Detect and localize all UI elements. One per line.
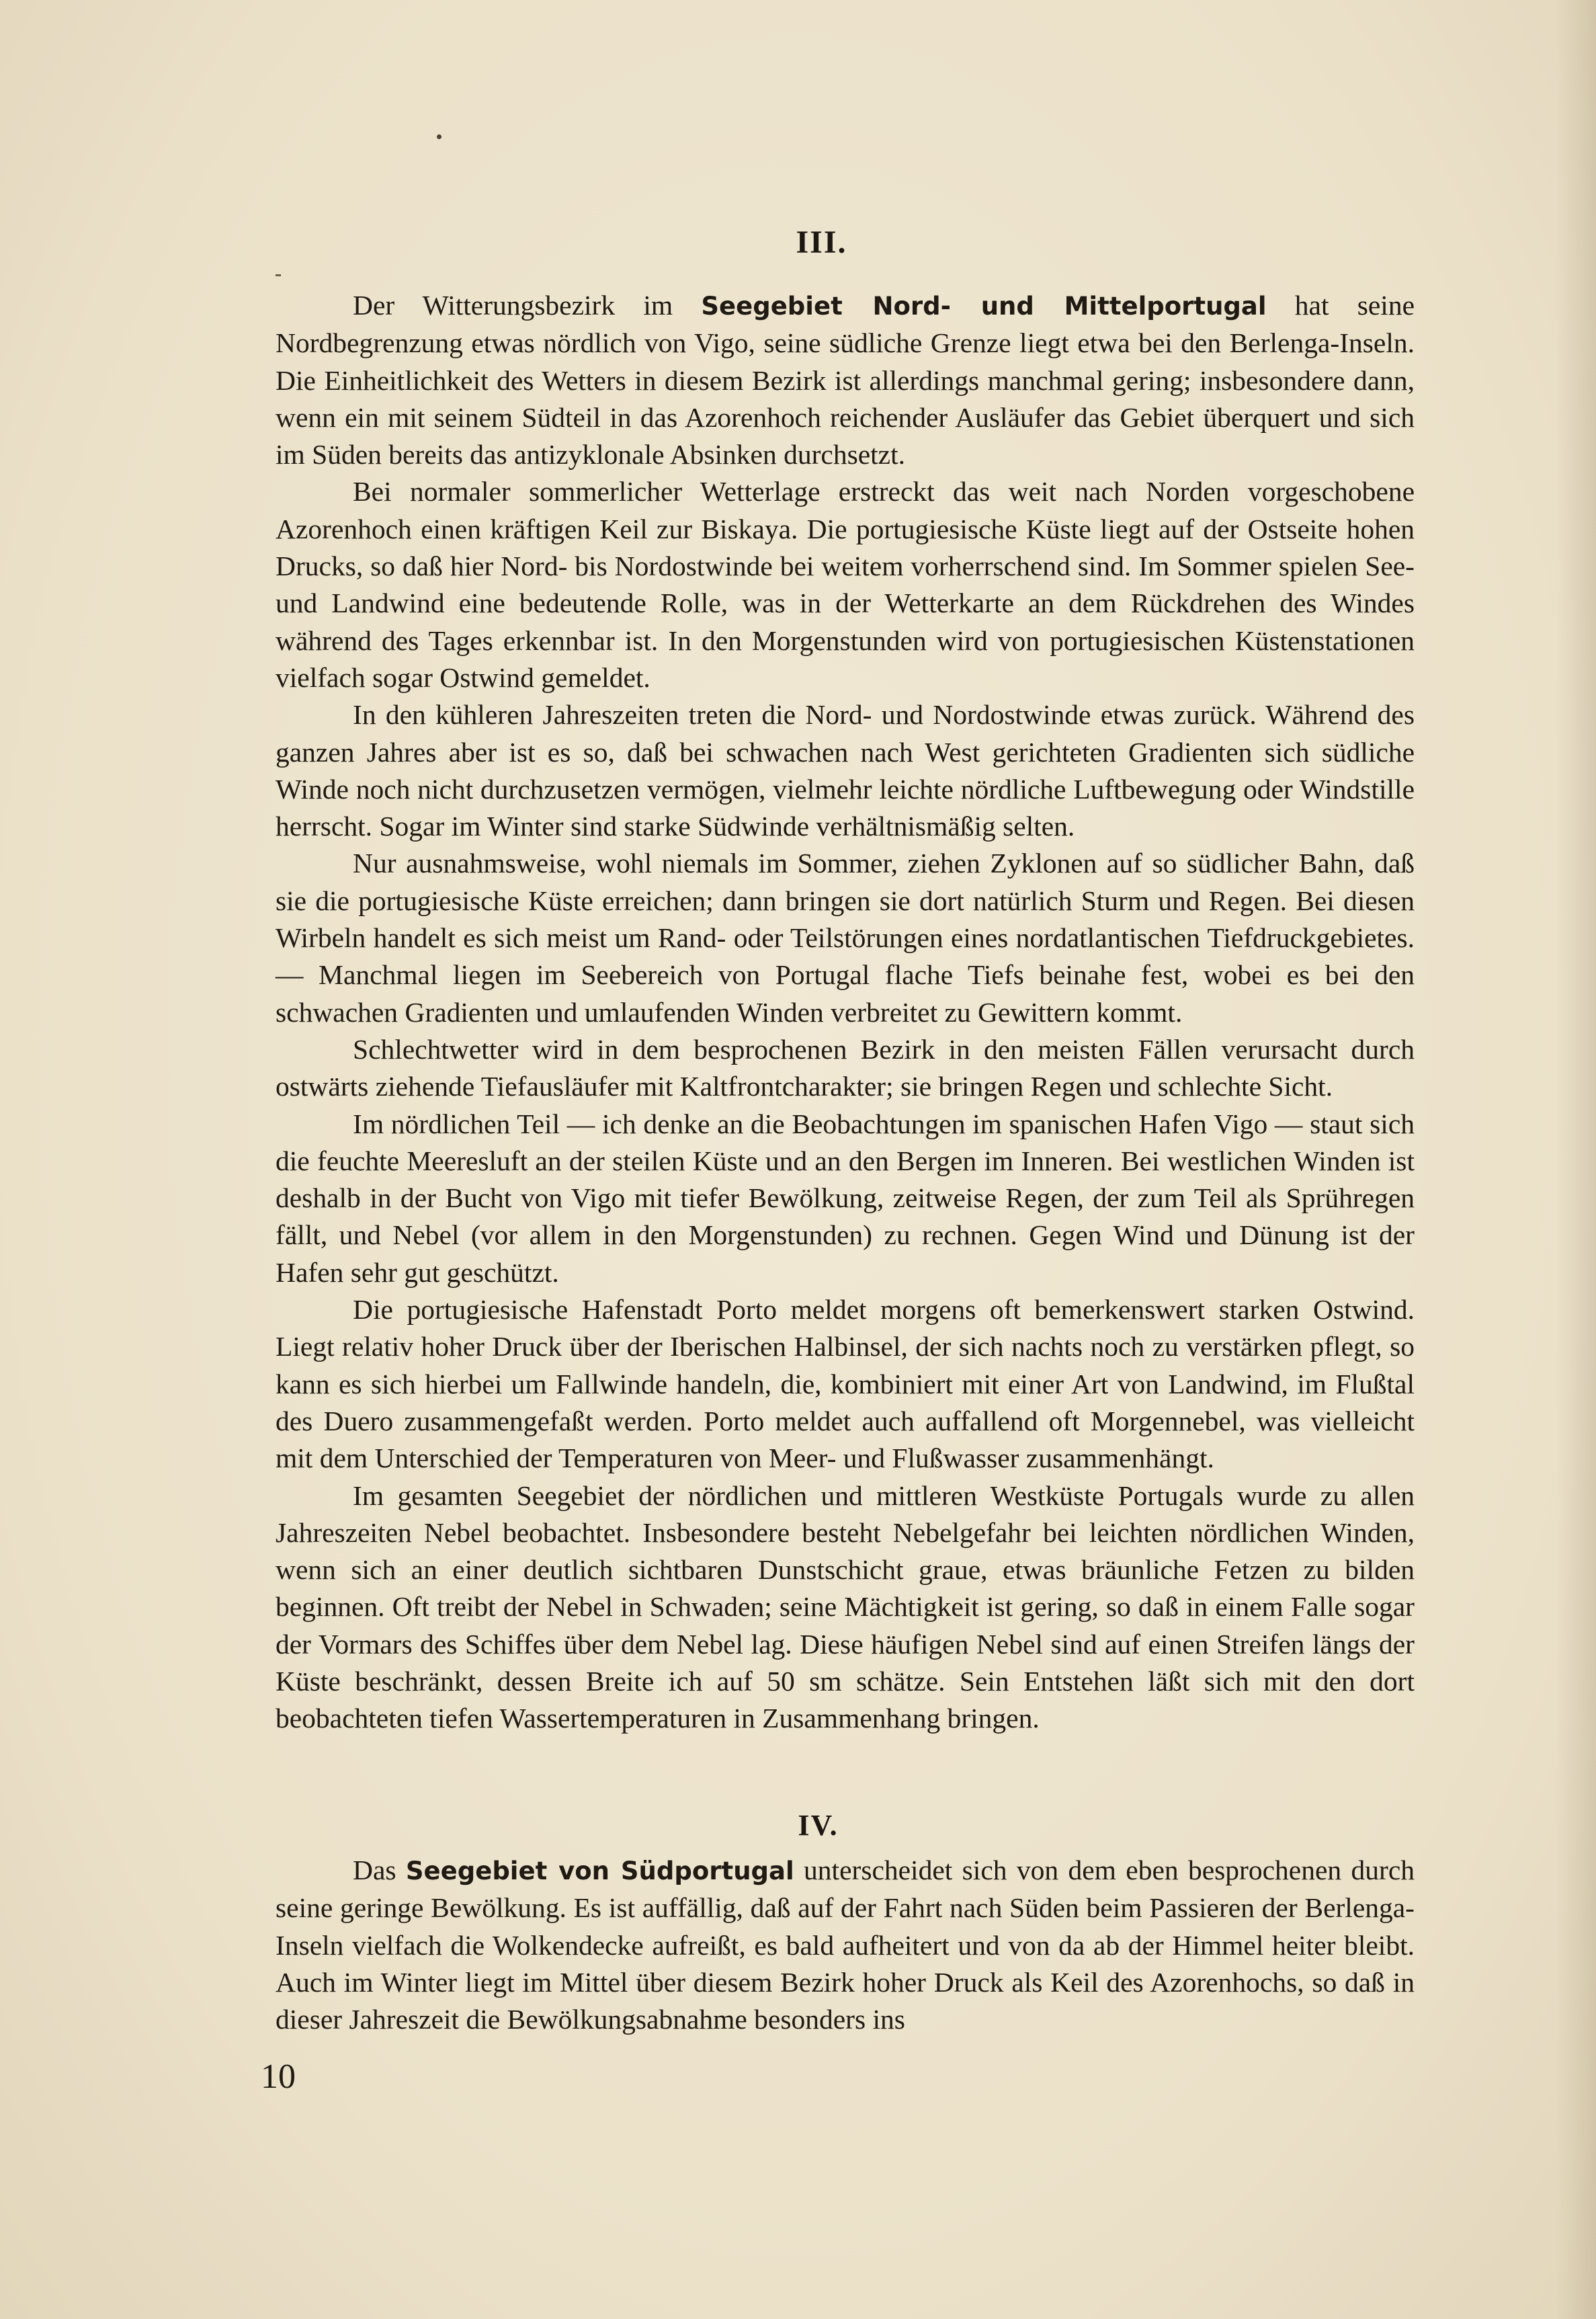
section-iv-body bbox=[276, 1852, 1415, 2038]
margin-mark bbox=[276, 274, 281, 276]
paragraph bbox=[276, 287, 1415, 473]
paragraph: Im nördlichen Teil — ich denke an die Beobachtungen im spanischen Hafen Vigo — staut sich die feuchte Meeresluft an der steilen Küste und an den Bergen im Inneren. Bei westlichen Winden ist deshalb in der Bucht von Vigo mit tiefer Bewölkung, zeitweise Regen, der zum Teil als Sprühregen fällt, und Nebel (vor allem in den Morgenstunden) zu rechnen. Gegen Wind und Dünung ist der Hafen sehr gut geschützt. bbox=[276, 1108, 1415, 1288]
paragraph-text: unterscheidet sich von dem eben besprochenen durch seine geringe Bewölkung. Es ist auffällig, daß auf der Fahrt nach Süden beim Passieren der Berlenga-Inseln vielfach die Wolkendecke aufreißt, es bald aufheitert und von da ab der Himmel heiter bleibt. Auch im Winter liegt im Mittel über diesem Bezirk hoher Druck als Keil des Azorenhochs, so daß in dieser Jahreszeit die Bewölkungsabnahme besonders ins bbox=[276, 1855, 1415, 2035]
paragraph: In den kühleren Jahreszeiten treten die Nord- und Nordostwinde etwas zurück. Während des ganzen Jahres aber ist es so, daß bei schwachen nach West gerichteten Gradienten sich südliche Winde noch nicht durchzusetzen vermögen, vielmehr leichte nördliche Luftbewegung oder Windstille herrscht. Sogar im Winter sind starke Südwinde verhältnismäßig selten. bbox=[276, 699, 1415, 842]
paragraph-text: hat seine Nordbegrenzung etwas nördlich von Vigo, seine südliche Grenze liegt etwa bei den Berlenga-Inseln. Die Einheitlichkeit des Wetters in diesem Bezirk ist allerdings manchmal gering; insbesondere dann, wenn ein mit seinem Südteil in das Azorenhoch reichender Ausläufer das Gebiet überquert und sich im Süden bereits das antizyklonale Absinken durchsetzt. bbox=[276, 290, 1415, 471]
section-heading-iv: IV. bbox=[798, 1809, 839, 1842]
paragraph bbox=[276, 1852, 1415, 2038]
paragraph: Die portugiesische Hafenstadt Porto meldet morgens oft bemerkenswert starken Ostwind. Liegt relativ hoher Druck über der Iberischen Halbinsel, der sich nachts noch zu verstärken pflegt, so kann es sich hierbei um Fallwinde handeln, die, kombiniert mit einer Art von Landwind, im Flußtal des Duero zusammengefaßt werden. Porto meldet auch auffallend oft Morgennebel, was vielleicht mit dem Unterschied der Temperaturen von Meer- und Flußwasser zusammenhängt. bbox=[276, 1294, 1415, 1474]
section-heading-iii: III. bbox=[796, 225, 847, 260]
bold-term: Seegebiet von Südportugal bbox=[405, 1857, 794, 1885]
paragraph-text: Das bbox=[353, 1855, 406, 1885]
paragraph: Schlechtwetter wird in dem besprochenen Bezirk in den meisten Fällen verursacht durch ostwärts ziehende Tiefausläufer mit Kaltfrontcharakter; sie bringen Regen und schlechte Sicht. bbox=[276, 1033, 1415, 1102]
paragraph: Bei normaler sommerlicher Wetterlage erstreckt das weit nach Norden vorgeschobene Azorenhoch einen kräftigen Keil zur Biskaya. Die portugiesische Küste liegt auf der Ostseite hohen Drucks, so daß hier Nord- bis Nordostwinde bei weitem vorherrschend sind. Im Sommer spielen See- und Landwind eine bedeutende Rolle, was in der Wetterkarte an dem Rückdrehen des Windes während des Tages erkennbar ist. In den Morgenstunden wird von portugiesischen Küstenstationen vielfach sogar Ostwind gemeldet. bbox=[276, 476, 1415, 693]
ink-speck bbox=[437, 134, 442, 139]
paragraph-text: Der Witterungsbezirk im bbox=[353, 290, 702, 321]
page-number: 10 bbox=[261, 2058, 296, 2096]
bold-term: Seegebiet Nord- und Mittelportugal bbox=[701, 292, 1267, 321]
page-edge-shadow bbox=[1556, 0, 1596, 2319]
section-iii-body bbox=[276, 287, 1415, 1738]
paragraph: Im gesamten Seegebiet der nördlichen und mittleren Westküste Portugals wurde zu allen Jahreszeiten Nebel beobachtet. Insbesondere besteht Nebelgefahr bei leichten nördlichen Winden, wenn sich an einer deutlich sichtbaren Dunstschicht graue, etwas bräunliche Fetzen zu bilden beginnen. Oft treibt der Nebel in Schwaden; seine Mächtigkeit ist gering, so daß in einem Falle sogar der Vormars des Schiffes über dem Nebel lag. Diese häufigen Nebel sind auf einen Streifen längs der Küste beschränkt, dessen Breite ich auf 50 sm schätze. Sein Entstehen läßt sich mit den dort beobachteten tiefen Wassertemperaturen in Zusammenhang bringen. bbox=[276, 1479, 1415, 1734]
paragraph: Nur ausnahmsweise, wohl niemals im Sommer, ziehen Zyklonen auf so südlicher Bahn, daß sie die portugiesische Küste erreichen; dann bringen sie dort natürlich Sturm und Regen. Bei diesen Wirbeln handelt es sich meist um Rand- oder Teilstörungen eines nordatlantischen Tiefdruckgebietes. — Manchmal liegen im Seebereich von Portugal flache Tiefs beinahe fest, wobei es bei den schwachen Gradienten und umlaufenden Winden verbreitet zu Gewittern kommt. bbox=[276, 848, 1415, 1028]
